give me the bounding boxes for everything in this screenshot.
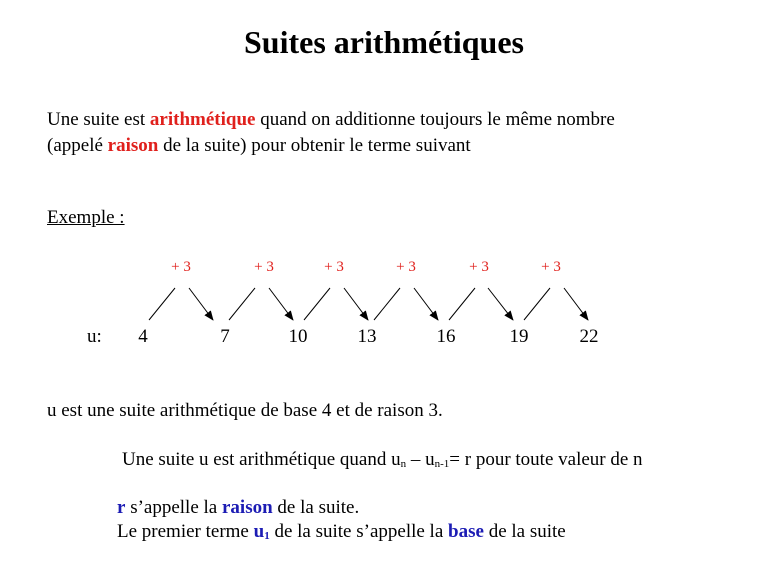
arrow-icon [269, 288, 293, 320]
arrow-icon [488, 288, 513, 320]
arrow-icon [564, 288, 588, 320]
definition: Une suite u est arithmétique quand $u_n - u_{n-1}= r$ pour toute valeur de n [122, 449, 643, 470]
connector-line [374, 288, 400, 320]
connector-line [149, 288, 175, 320]
increment-label: + 3 [254, 259, 274, 275]
increment-label: + 3 [171, 259, 191, 275]
sequence-term: 7 [220, 326, 230, 347]
increment-label: + 3 [541, 259, 561, 275]
sequence-term: 10 [288, 326, 308, 347]
sequence-term: 16 [436, 326, 456, 347]
note-raison: r s’appelle la raison de la suite. [117, 497, 360, 518]
intro-text: Une suite est [47, 109, 150, 130]
intro-text: (appelé [47, 135, 108, 156]
increment-label: + 3 [396, 259, 416, 275]
note-base: Le premier terme $u_1$ de la suite s’appelle la base de la suite [117, 521, 566, 542]
sequence-name: u: [87, 326, 102, 347]
sequence-term: 22 [579, 326, 599, 347]
connector-line [304, 288, 330, 320]
intro-text: de la suite) pour obtenir le terme suivant [158, 135, 471, 156]
connector-line [449, 288, 475, 320]
arrow-icon [414, 288, 438, 320]
example-label: Exemple : [47, 207, 125, 228]
statement: u est une suite arithmétique de base 4 et de raison 3. [47, 400, 443, 421]
keyword-raison: raison [107, 135, 159, 156]
connector-line [229, 288, 255, 320]
page-title: Suites arithmétiques [244, 24, 524, 60]
increment-label: + 3 [469, 259, 489, 275]
arrow-icon [189, 288, 213, 320]
sequence-term: 4 [138, 326, 148, 347]
sequence-term: 19 [509, 326, 529, 347]
sequence-term: 13 [357, 326, 377, 347]
connector-line [524, 288, 550, 320]
intro-text: quand on additionne toujours le même nombre [255, 109, 615, 130]
arrow-icon [344, 288, 368, 320]
keyword-arithmetique: arithmétique [149, 109, 256, 130]
increment-label: + 3 [324, 259, 344, 275]
